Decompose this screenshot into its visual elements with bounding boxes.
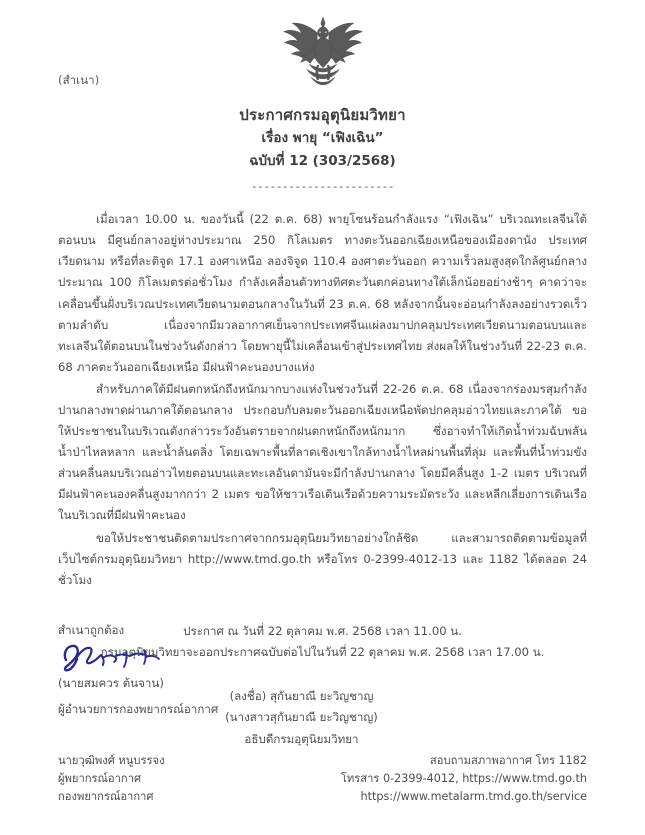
issue-number: ฉบับที่ 12 (303/2568) [249, 153, 396, 170]
garuda-emblem [280, 12, 366, 96]
signed-by-line: (ลงชื่อ) สุกันยาณี ยะวิญชาญ [229, 688, 374, 703]
next-announcement-line: กรมอุตุนิยมวิทยาจะออกประกาศฉบับต่อไปในวันที่ 22 ตุลาคม พ.ศ. 2568 เวลา 17.00 น. [100, 645, 545, 660]
forecaster-division: กองพยากรณ์อากาศ [58, 790, 154, 804]
footer-contact-info [341, 752, 587, 806]
signer-name: (นางสาวสุกันยาณี ยะวิญชาญ) [225, 710, 378, 725]
certifier-name: (นายสมควร ต้นจาน) [58, 676, 164, 691]
forecaster-name: นายวุฒิพงศ์ หนูบรรจง [58, 754, 165, 767]
page-footer [58, 752, 587, 806]
certifier-role: ผู้อำนวยการกองพยากรณ์อากาศ [58, 701, 219, 716]
paragraph-south-rain-warning: สำหรับภาคใต้มีฝนตกหนักถึงหนักมากบางแห่งในช่วงวันที่ 22-26 ต.ค. 68 เนื่องจากร่องมรสุมกำลังปานกลางพาดผ่านภาคใต้ตอนกลาง ประกอบกับลมตะวันออกเฉียงเหนือพัดปกคลุมอ่าวไทยและภาคใต้ ขอให้ประชาชนในบริเวณดังกล่าวระวังอันตรายจากฝนตกหนักถึงหนักมาก ซึ่งอาจทำให้เกิดน้ำท่วมฉับพลัน น้ำป่าไหลหลาก และน้ำล้นตลิ่ง โดยเฉพาะพื้นที่ลาดเชิงเขาใกล้ทางน้ำไหลผ่านพื้นที่ลุ่ม และพื้นที่น้ำท่วมขัง ส่วนคลื่นลมบริเวณอ่าวไทยตอนบนและทะเลอันดามันจะมีกำลังปานกลาง โดยมีคลื่นสูง 1-2 เมตร บริเวณที่มีฝนฟ้าคะนองคลื่นสูงมากกว่า 2 เมตร ขอให้ชาวเรือเดินเรือด้วยความระมัดระวัง และหลีกเลี่ยงการเดินเรือในบริเวณที่มีฝนฟ้าคะนอง [58, 381, 587, 523]
certification-block [58, 622, 218, 718]
signer-position: อธิบดีกรมอุตุนิยมวิทยา [244, 731, 359, 746]
emblem-container [58, 0, 587, 96]
handwritten-signature [60, 640, 180, 674]
body-content [58, 209, 587, 591]
paragraph-storm-status: เมื่อเวลา 10.00 น. ของวันนี้ (22 ต.ค. 68) พายุโซนร้อนกำลังแรง “เฟิงเฉิน” บริเวณทะเลจีนใต้ตอนบน มีศูนย์กลางอยู่ห่างประมาณ 250 กิโลเมตร ทางตะวันออกเฉียงเหนือของเมืองดานัง ประเทศเวียดนาม หรือที่ละติจูด 17.1 องศาเหนือ ลองจิจูด 110.4 องศาตะวันออก ความเร็วลมสูงสุดใกล้ศูนย์กลางประมาณ 100 กิโลเมตรต่อชั่วโมง กำลังเคลื่อนตัวทางทิศตะวันตกค่อนทางใต้เล็กน้อยอย่างช้าๆ คาดว่าจะเคลื่อนขึ้นฝั่งบริเวณประเทศเวียดนามตอนกลางในวันที่ 23 ต.ค. 68 หลังจากนั้นจะอ่อนกำลังลงอย่างรวดเร็วตามลำดับ เนื่องจากมีมวลอากาศเย็นจากประเทศจีนแผ่ลงมาปกคลุมประเทศเวียดนามตอนบนและทะเลจีนใต้ตอนบนในช่วงวันดังกล่าว โดยพายุนี้ไม่เคลื่อนเข้าสู่ประเทศไทย ส่งผลให้ในช่วงวันที่ 22-23 ต.ค. 68 ภาคตะวันออกเฉียงเหนือ มีฝนฟ้าคะนองบางแห่ง [58, 212, 587, 374]
subject-line: เรื่อง พายุ “เฟิงเฉิน” [261, 130, 384, 147]
title-divider: ----------------------- [250, 180, 395, 194]
page-title: ประกาศกรมอุตุนิยมวิทยา [239, 106, 406, 124]
title-block [58, 104, 587, 193]
contact-fax-website[interactable]: โทรสาร 0-2399-4012, https://www.tmd.go.th [340, 772, 587, 786]
paragraph-public-notice: ขอให้ประชาชนติดตามประกาศจากกรมอุตุนิยมวิทยาอย่างใกล้ชิด และสามารถติดตามข้อมูลที่เว็บไซต์กรมอุตุนิยมวิทยา http://www.tmd.go.th หรือโทร 0-2399-4012-13 และ 1182 ได้ตลอด 24 ชั่วโมง [58, 530, 587, 587]
footer-forecaster-info [58, 752, 165, 806]
contact-service-url[interactable]: https://www.metalarm.tmd.go.th/service [360, 790, 587, 804]
certified-copy-label: สำเนาถูกต้อง [58, 623, 125, 637]
issued-date-line: ประกาศ ณ วันที่ 22 ตุลาคม พ.ศ. 2568 เวลา 11.00 น. [183, 623, 462, 638]
copy-mark: (สำเนา) [58, 73, 100, 87]
contact-phone: สอบถามสภาพอากาศ โทร 1182 [429, 754, 587, 767]
forecaster-title: ผู้พยากรณ์อากาศ [58, 772, 142, 786]
